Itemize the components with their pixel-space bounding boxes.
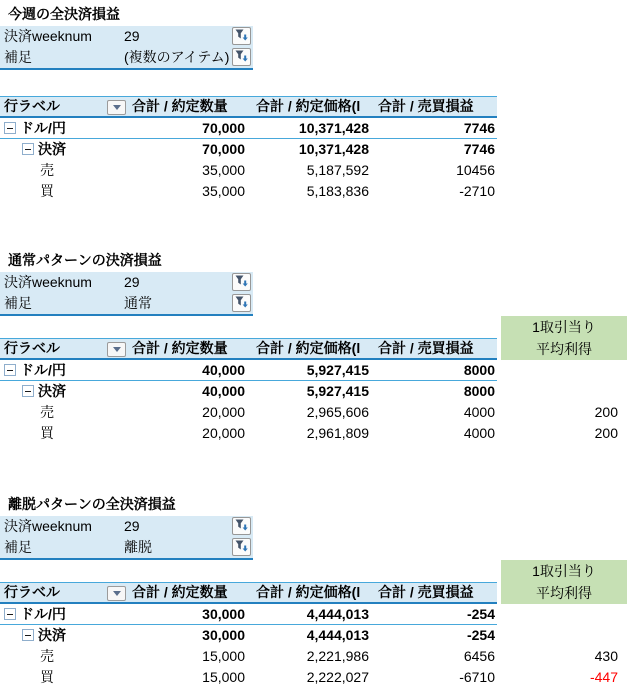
row-label-cell: [0, 381, 128, 402]
row-label-cell: 買: [40, 183, 54, 199]
avg-cell: [501, 625, 627, 646]
chevron-down-icon: [113, 347, 121, 352]
price-cell: 2,965,606: [306, 404, 369, 420]
pivot-row-currency: [0, 360, 627, 381]
avg-annotation-line1: 1取引当り: [501, 316, 627, 338]
qty-header: 合計 / 約定数量: [128, 338, 252, 360]
filter-label: 決済weeknum: [4, 274, 92, 290]
pl-cell: 4000: [463, 425, 495, 441]
filter-row-hosoku: [0, 537, 253, 558]
avg-annotation-row: [0, 560, 627, 582]
row-label-cell: [0, 118, 128, 139]
filter-label: 決済weeknum: [4, 518, 92, 534]
pl-cell: 7746: [463, 141, 495, 157]
pivot-row-settlement: [0, 139, 627, 160]
row-label-cell: [0, 139, 128, 160]
price-cell: 2,222,027: [306, 669, 369, 685]
row-label-text: ドル/円: [20, 120, 66, 136]
row-label-text: 決済: [38, 383, 66, 399]
row-label-text: ドル/円: [20, 606, 66, 622]
filter-label: 補足: [4, 49, 32, 65]
pivot-header-row: [0, 96, 627, 118]
pivot-row-settlement: [0, 625, 627, 646]
row-label-text: 決済: [38, 627, 66, 643]
filter-area: [0, 26, 253, 70]
filter-value: 通常: [124, 295, 152, 311]
row-labels-header: [0, 96, 128, 118]
filter-applied-button[interactable]: [232, 538, 251, 556]
filter-area: [0, 272, 253, 316]
row-label-cell: [0, 360, 128, 381]
qty-cell: 40,000: [128, 360, 252, 381]
pl-cell: -2710: [459, 183, 495, 199]
section-title: 離脱パターンの全決済損益: [8, 496, 176, 512]
pivot-row-buy: [0, 423, 627, 444]
collapse-minus-icon[interactable]: [22, 143, 34, 155]
funnel-filter-icon: [235, 50, 248, 65]
pivot-header-row: [0, 338, 627, 360]
filter-applied-button[interactable]: [232, 517, 251, 535]
empty-cell: [501, 181, 627, 202]
funnel-filter-icon: [235, 519, 248, 534]
qty-cell: 15,000: [202, 669, 245, 685]
avg-cell: 200: [594, 404, 618, 420]
price-cell: 10,371,428: [252, 118, 374, 139]
filter-value: 29: [124, 274, 140, 290]
row-label-cell: 売: [40, 404, 54, 420]
filter-label: 補足: [4, 295, 32, 311]
avg-cell: -447: [589, 669, 618, 685]
pivot-section-exit: [0, 494, 627, 688]
row-labels-dropdown-button[interactable]: [107, 586, 126, 601]
row-label-text: ドル/円: [20, 362, 66, 378]
filter-row-weeknum: [0, 516, 253, 537]
pl-cell: 7746: [374, 118, 497, 139]
funnel-filter-icon: [235, 296, 248, 311]
row-labels-header-text: 行ラベル: [4, 340, 60, 356]
row-label-cell: 買: [40, 425, 54, 441]
row-label-cell: [0, 625, 128, 646]
pivot-section-weekly: [0, 4, 627, 202]
price-cell: 5,187,592: [306, 162, 369, 178]
avg-annotation-line1: 1取引当り: [501, 560, 627, 582]
pl-cell: -254: [374, 604, 497, 625]
qty-cell: 30,000: [128, 604, 252, 625]
qty-cell: 35,000: [202, 183, 245, 199]
empty-cell: [252, 560, 374, 582]
collapse-minus-icon[interactable]: [4, 608, 16, 620]
pivot-header-row: [0, 582, 627, 604]
section-title: 通常パターンの決済損益: [8, 252, 162, 268]
chevron-down-icon: [113, 591, 121, 596]
avg-annotation-line2: 平均利得: [501, 582, 627, 604]
chevron-down-icon: [113, 105, 121, 110]
pivot-row-buy: [0, 181, 627, 202]
empty-cell: [374, 316, 497, 338]
price-cell: 4,444,013: [306, 627, 369, 643]
pivot-row-buy: [0, 667, 627, 688]
row-labels-header: [0, 582, 128, 604]
pl-header: 合計 / 売買損益: [374, 96, 497, 118]
price-cell: 5,183,836: [306, 183, 369, 199]
avg-annotation-line2: 平均利得: [501, 338, 627, 360]
empty-cell: [501, 139, 627, 160]
row-labels-dropdown-button[interactable]: [107, 342, 126, 357]
row-label-text: 決済: [38, 141, 66, 157]
filter-applied-button[interactable]: [232, 48, 251, 66]
funnel-filter-icon: [235, 29, 248, 44]
qty-cell: 70,000: [128, 118, 252, 139]
filter-label: 決済weeknum: [4, 28, 92, 44]
pl-cell: 8000: [463, 383, 495, 399]
row-label-cell: [0, 604, 128, 625]
avg-cell: [501, 360, 627, 381]
row-labels-header: [0, 338, 128, 360]
pivot-row-currency: [0, 118, 627, 139]
avg-cell: [501, 604, 627, 625]
pl-cell: -6710: [459, 669, 495, 685]
qty-cell: 35,000: [202, 162, 245, 178]
filter-row-hosoku: [0, 293, 253, 314]
price-cell: 4,444,013: [252, 604, 374, 625]
avg-cell: 430: [594, 648, 618, 664]
filter-applied-button[interactable]: [232, 27, 251, 45]
empty-cell: [128, 316, 252, 338]
price-cell: 5,927,415: [252, 360, 374, 381]
price-cell: 2,221,986: [306, 648, 369, 664]
row-label-cell: 売: [40, 162, 54, 178]
pivot-row-sell: [0, 160, 627, 181]
price-header: 合計 / 約定価格(l: [252, 96, 374, 118]
filter-row-hosoku: [0, 47, 253, 68]
empty-cell: [501, 96, 627, 118]
pl-cell: 4000: [463, 404, 495, 420]
funnel-filter-icon: [235, 275, 248, 290]
section-title: 今週の全決済損益: [8, 6, 120, 22]
pivot-row-currency: [0, 604, 627, 625]
funnel-filter-icon: [235, 540, 248, 555]
avg-cell: 200: [594, 425, 618, 441]
empty-cell: [501, 118, 627, 139]
qty-cell: 20,000: [202, 404, 245, 420]
qty-cell: 20,000: [202, 425, 245, 441]
spacer: [0, 70, 627, 96]
filter-applied-button[interactable]: [232, 294, 251, 312]
filter-label: 補足: [4, 539, 32, 555]
filter-applied-button[interactable]: [232, 273, 251, 291]
empty-cell: [252, 316, 374, 338]
pivot-row-sell: [0, 646, 627, 667]
qty-header: 合計 / 約定数量: [128, 96, 252, 118]
price-cell: 10,371,428: [298, 141, 369, 157]
price-cell: 5,927,415: [306, 383, 369, 399]
pl-header: 合計 / 売買損益: [374, 338, 497, 360]
pivot-row-settlement: [0, 381, 627, 402]
qty-cell: 15,000: [202, 648, 245, 664]
qty-cell: 70,000: [202, 141, 245, 157]
empty-cell: [128, 560, 252, 582]
pl-cell: -254: [466, 627, 495, 643]
row-label-cell: 売: [40, 648, 54, 664]
empty-cell: [0, 560, 128, 582]
qty-cell: 30,000: [202, 627, 245, 643]
filter-row-weeknum: [0, 26, 253, 47]
row-labels-dropdown-button[interactable]: [107, 100, 126, 115]
pl-cell: 6456: [463, 648, 495, 664]
filter-value: (複数のアイテム): [124, 49, 230, 65]
qty-header: 合計 / 約定数量: [128, 582, 252, 604]
collapse-minus-icon[interactable]: [4, 364, 16, 376]
pl-header: 合計 / 売買損益: [374, 582, 497, 604]
row-labels-header-text: 行ラベル: [4, 584, 60, 600]
filter-row-weeknum: [0, 272, 253, 293]
price-header: 合計 / 約定価格(l: [252, 582, 374, 604]
filter-area: [0, 516, 253, 560]
row-label-cell: 買: [40, 669, 54, 685]
row-labels-header-text: 行ラベル: [4, 98, 60, 114]
avg-annotation-row: [0, 316, 627, 338]
filter-value: 29: [124, 28, 140, 44]
collapse-minus-icon[interactable]: [22, 385, 34, 397]
qty-cell: 40,000: [202, 383, 245, 399]
collapse-minus-icon[interactable]: [4, 122, 16, 134]
filter-value: 離脱: [124, 539, 152, 555]
pl-cell: 10456: [456, 162, 495, 178]
pivot-row-sell: [0, 402, 627, 423]
avg-cell: [501, 381, 627, 402]
collapse-minus-icon[interactable]: [22, 629, 34, 641]
empty-cell: [501, 160, 627, 181]
empty-cell: [374, 560, 497, 582]
empty-cell: [0, 316, 128, 338]
pivot-section-normal: [0, 250, 627, 444]
price-header: 合計 / 約定価格(l: [252, 338, 374, 360]
price-cell: 2,961,809: [306, 425, 369, 441]
pl-cell: 8000: [374, 360, 497, 381]
filter-value: 29: [124, 518, 140, 534]
